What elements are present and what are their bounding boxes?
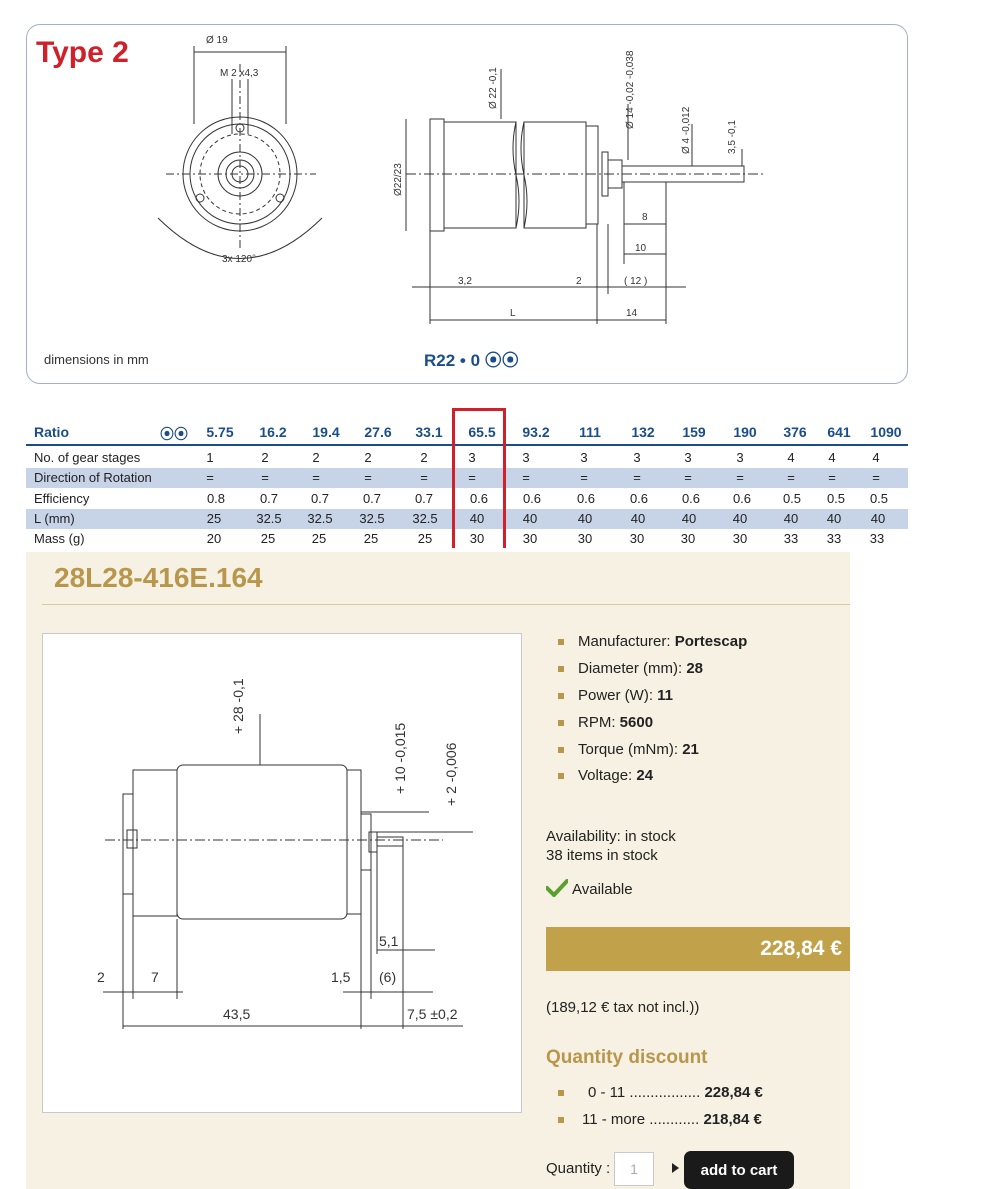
bullet-icon (558, 747, 564, 753)
table-cell: 33 (869, 531, 885, 546)
table-cell: = (312, 470, 320, 485)
quantity-discount-title: Quantity discount (546, 1047, 708, 1068)
spec-label: Diameter (mm): (578, 660, 683, 677)
ratio-header-cell: 16.2 (259, 424, 287, 440)
dim-d4: Ø 4 -0,012 (681, 106, 692, 154)
tier-dots: ................. (629, 1084, 701, 1101)
dim-l435: 43,5 (223, 1006, 251, 1022)
table-cell: = (522, 470, 530, 485)
row-label: Direction of Rotation (34, 470, 152, 485)
quantity-label: Quantity : (546, 1160, 611, 1177)
available-label: Available (572, 881, 633, 898)
table-cell: 0.7 (259, 491, 279, 506)
table-cell: 2 (261, 450, 269, 465)
spec-label: Voltage: (578, 767, 633, 784)
table-cell: 0.6 (629, 491, 649, 506)
bullet-icon (558, 693, 564, 699)
spec-value: 11 (657, 687, 674, 704)
dim-d14: Ø 14 -0,02 -0,038 (625, 50, 636, 129)
selected-ratio-highlight (452, 408, 506, 548)
dim-l14: 14 (626, 308, 638, 319)
table-cell: 3 (580, 450, 588, 465)
table-cell: 40 (522, 511, 538, 526)
spec-label: Torque (mNm): (578, 741, 679, 758)
table-cell: 40 (870, 511, 886, 526)
table-cell: 25 (206, 511, 222, 526)
ratio-symbol-icon: ⦿⦿ (160, 426, 188, 442)
row-label: Efficiency (34, 491, 90, 506)
table-cell: = (261, 470, 269, 485)
table-cell: 3 (736, 450, 744, 465)
table-cell: = (787, 470, 795, 485)
spec-label: Manufacturer: (578, 633, 671, 650)
product-title: 28L28-416E.164 (54, 562, 263, 593)
table-cell: 0.5 (782, 491, 802, 506)
bullet-icon (558, 1090, 564, 1096)
spec-power (558, 687, 673, 704)
spec-value: Portescap (674, 633, 748, 650)
price-value: 228,84 € (760, 937, 842, 960)
spec-diameter (558, 660, 703, 677)
add-to-cart-button[interactable]: add to cart (684, 1151, 794, 1189)
dim-d2: + 2 -0,006 (443, 742, 459, 806)
table-cell: 30 (522, 531, 538, 546)
availability-status: Availability: in stock (546, 828, 676, 845)
ratio-header-cell: 5.75 (206, 424, 234, 440)
dimensions-note: dimensions in mm (44, 352, 149, 367)
table-cell: 30 (629, 531, 645, 546)
availability-info (546, 827, 676, 865)
table-cell: 4 (828, 450, 836, 465)
dim-l51: 5,1 (379, 933, 399, 949)
arrow-right-icon (672, 1163, 679, 1173)
dim-d22-top: Ø 22 -0,1 (488, 67, 499, 109)
product-image[interactable] (42, 633, 522, 1113)
ratio-header-cell: 19.4 (312, 424, 340, 440)
table-cell: 0.7 (414, 491, 434, 506)
table-cell: 30 (469, 531, 485, 546)
table-cell: 2 (420, 450, 428, 465)
tier-price: 228,84 € (704, 1084, 763, 1101)
dim-l10: 10 (635, 243, 647, 254)
spec-label: RPM: (578, 714, 616, 731)
ratio-header-cell: 33.1 (415, 424, 443, 440)
table-cell: 25 (311, 531, 327, 546)
dim-d2223: Ø22/23 (393, 163, 404, 196)
discount-tier (558, 1084, 763, 1101)
ratio-header-cell: 132 (631, 424, 655, 440)
table-cell: 40 (826, 511, 842, 526)
tax-note: (189,12 € tax not incl.)) (546, 999, 700, 1016)
ratio-header-label: Ratio (34, 424, 69, 440)
dim-d10: + 10 -0,015 (392, 722, 408, 794)
table-cell: 3 (522, 450, 530, 465)
spec-value: 5600 (619, 714, 654, 731)
row-label: Mass (g) (34, 531, 85, 546)
table-cell: 33 (783, 531, 799, 546)
dim-l2: 2 (576, 276, 582, 287)
table-cell: 32.5 (359, 511, 385, 526)
dim-l75: 7,5 ±0,2 (407, 1006, 458, 1022)
table-cell: = (468, 470, 476, 485)
table-cell: 2 (364, 450, 372, 465)
dim-l32: 3,2 (458, 276, 472, 287)
quantity-input[interactable] (614, 1152, 654, 1186)
ratio-header-cell: 111 (579, 424, 601, 440)
spec-value: 21 (682, 741, 699, 758)
table-cell: 0.6 (681, 491, 701, 506)
table-cell: 30 (680, 531, 696, 546)
table-cell: = (872, 470, 880, 485)
ratio-header-cell: 93.2 (522, 424, 550, 440)
tier-range: 11 - more (582, 1111, 646, 1128)
table-cell: 4 (872, 450, 880, 465)
table-cell: 32.5 (412, 511, 438, 526)
bullet-icon (558, 666, 564, 672)
table-cell: 4 (787, 450, 795, 465)
tier-dots: ............ (649, 1111, 700, 1128)
table-cell: 0.6 (576, 491, 596, 506)
ratio-header-cell: 27.6 (364, 424, 392, 440)
spec-value: 28 (686, 660, 704, 677)
table-cell: = (364, 470, 372, 485)
table-cell: 0.7 (310, 491, 330, 506)
table-cell: 3 (633, 450, 641, 465)
row-label: No. of gear stages (34, 450, 141, 465)
table-cell: 40 (469, 511, 485, 526)
table-cell: = (736, 470, 744, 485)
table-cell: = (420, 470, 428, 485)
dim-d28: + 28 -0,1 (230, 678, 246, 734)
spec-torque (558, 741, 699, 758)
motor-dimension-drawing (43, 634, 521, 1112)
stock-count: 38 items in stock (546, 847, 658, 864)
model-label: R22 • 0 ⦿⦿ (424, 351, 519, 370)
table-cell: 0.8 (206, 491, 226, 506)
ratio-header-cell: 641 (827, 424, 851, 440)
table-cell: 30 (577, 531, 593, 546)
dim-d35: 3,5 -0,1 (727, 120, 738, 154)
tier-range: 0 - 11 (588, 1084, 626, 1101)
table-cell: 25 (260, 531, 276, 546)
tier-price: 218,84 € (703, 1111, 762, 1128)
table-cell: = (633, 470, 641, 485)
table-cell: 25 (363, 531, 379, 546)
ratio-header-cell: 159 (682, 424, 706, 440)
spec-manufacturer (558, 633, 747, 650)
title-divider (42, 604, 850, 605)
dim-l8: 8 (642, 212, 648, 223)
table-cell: 25 (417, 531, 433, 546)
table-cell: 0.6 (469, 491, 489, 506)
table-cell: 40 (577, 511, 593, 526)
gearbox-dimension-drawing (26, 24, 906, 354)
dim-lL: L (510, 308, 516, 319)
table-cell: 0.6 (522, 491, 542, 506)
table-cell: 3 (684, 450, 692, 465)
row-label: L (mm) (34, 511, 75, 526)
table-cell: 20 (206, 531, 222, 546)
table-cell: 1 (206, 450, 214, 465)
spec-rpm (558, 714, 653, 731)
table-cell: 30 (732, 531, 748, 546)
bullet-icon (558, 1117, 564, 1123)
dim-l2: 2 (97, 969, 105, 985)
table-cell: 0.7 (362, 491, 382, 506)
table-cell: 3 (468, 450, 476, 465)
spec-voltage (558, 767, 653, 784)
dim-l12: ( 12 ) (624, 276, 648, 287)
ratio-header-cell: 1090 (870, 424, 902, 440)
ratio-header-cell: 65.5 (468, 424, 496, 440)
dim-d19: Ø 19 (206, 35, 228, 46)
type-title: Type 2 (36, 36, 129, 69)
available-indicator (546, 879, 633, 898)
spec-label: Power (W): (578, 687, 653, 704)
table-cell: 32.5 (256, 511, 282, 526)
spec-value: 24 (636, 767, 654, 784)
table-cell: 0.5 (869, 491, 889, 506)
dim-l15: 1,5 (331, 969, 351, 985)
price-bar (546, 927, 850, 971)
checkmark-icon (546, 879, 568, 897)
table-cell: = (828, 470, 836, 485)
table-cell: 0.6 (732, 491, 752, 506)
bullet-icon (558, 720, 564, 726)
table-cell: 40 (630, 511, 646, 526)
dim-l6: (6) (379, 969, 397, 985)
ratio-header-cell: 376 (783, 424, 807, 440)
bullet-icon (558, 773, 564, 779)
table-cell: 2 (312, 450, 320, 465)
table-cell: 40 (783, 511, 799, 526)
dim-angle: 3x 120° (222, 254, 257, 265)
ratio-header-cell: 190 (733, 424, 757, 440)
table-cell: 40 (681, 511, 697, 526)
table-cell: = (580, 470, 588, 485)
table-cell: = (684, 470, 692, 485)
dim-m2: M 2 x4,3 (220, 68, 259, 79)
table-cell: 40 (732, 511, 748, 526)
table-cell: = (206, 470, 214, 485)
discount-tier (558, 1111, 762, 1128)
dim-l7: 7 (151, 969, 159, 985)
table-cell: 0.5 (826, 491, 846, 506)
table-cell: 32.5 (307, 511, 333, 526)
table-cell: 33 (826, 531, 842, 546)
bullet-icon (558, 639, 564, 645)
